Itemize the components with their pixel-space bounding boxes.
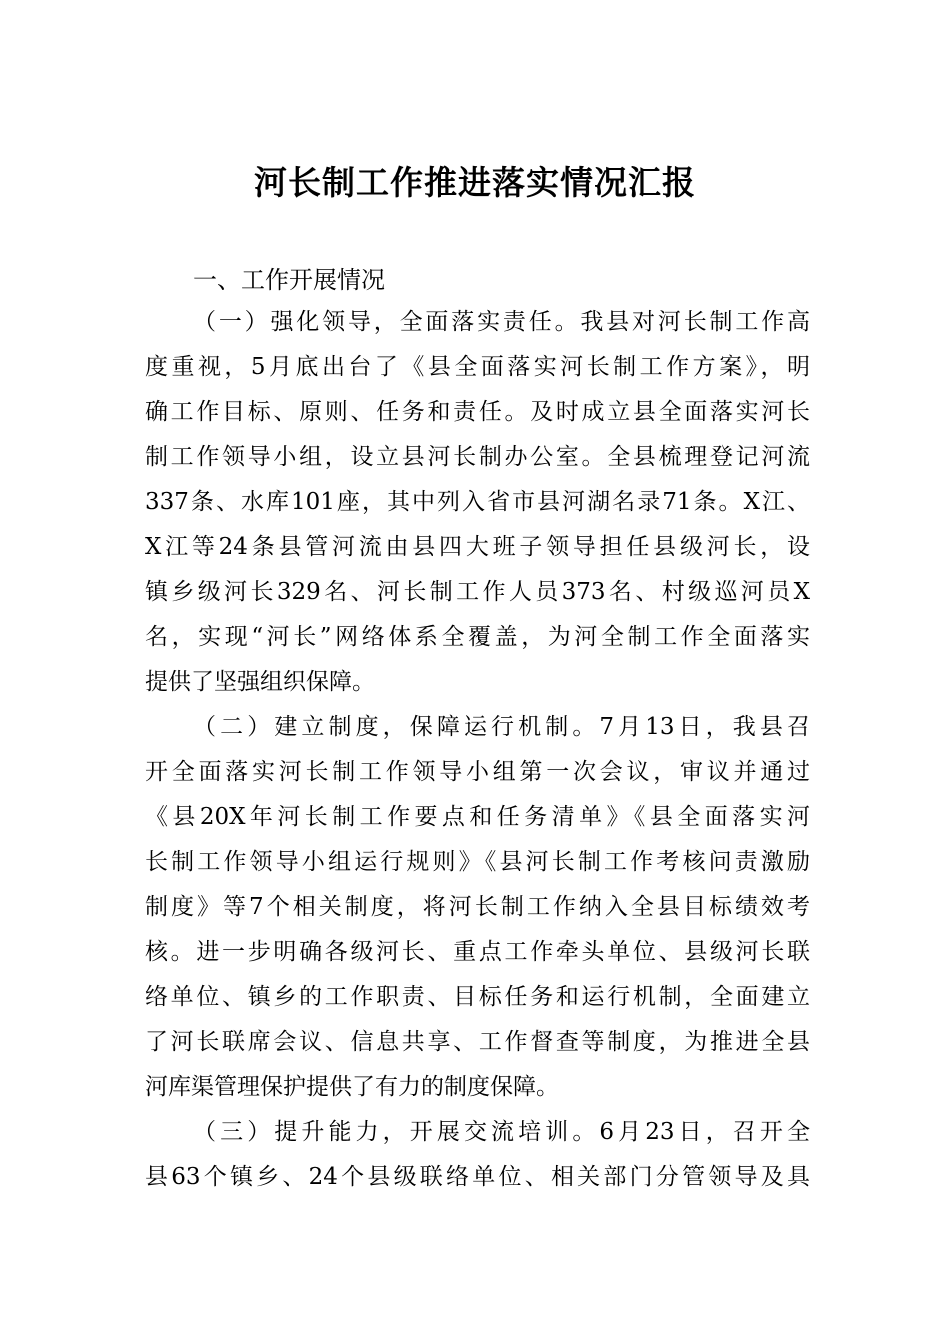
paragraph-line: 核。进一步明确各级河长、重点工作牵头单位、县级河长联 bbox=[145, 939, 810, 965]
paragraph-line: 开全面落实河长制工作领导小组第一次会议，审议并通过 bbox=[145, 759, 810, 785]
paragraph-line: 镇乡级河长329名、河长制工作人员373名、村级巡河员X bbox=[145, 579, 810, 605]
paragraph-line: 度重视，5月底出台了《县全面落实河长制工作方案》，明 bbox=[145, 354, 810, 380]
paragraph-line: 河库渠管理保护提供了有力的制度保障。 bbox=[145, 1074, 559, 1100]
paragraph-line: （三）提升能力，开展交流培训。6月23日，召开全 bbox=[193, 1119, 810, 1145]
paragraph-line: 制工作领导小组，设立县河长制办公室。全县梳理登记河流 bbox=[145, 444, 810, 470]
paragraph-line: 名，实现“河长”网络体系全覆盖，为河全制工作全面落实 bbox=[145, 624, 810, 650]
paragraph-line: X江等24条县管河流由县四大班子领导担任县级河长，设 bbox=[145, 534, 810, 560]
paragraph-line: 提供了坚强组织保障。 bbox=[145, 669, 375, 695]
document-title: 河长制工作推进落实情况汇报 bbox=[254, 163, 696, 202]
document-body bbox=[145, 300, 810, 1200]
paragraph-line: 了河长联席会议、信息共享、工作督查等制度，为推进全县 bbox=[145, 1029, 810, 1055]
section-heading: 一、工作开展情况 bbox=[193, 266, 385, 294]
paragraph-line: 337条、水库101座，其中列入省市县河湖名录71条。X江、 bbox=[145, 489, 810, 515]
paragraph-line: 长制工作领导小组运行规则》《县河长制工作考核问责激励 bbox=[145, 849, 810, 875]
paragraph-line: （一）强化领导，全面落实责任。我县对河长制工作高 bbox=[193, 309, 810, 335]
paragraph-line: 制度》等7个相关制度，将河长制工作纳入全县目标绩效考 bbox=[145, 894, 810, 920]
paragraph-line: 络单位、镇乡的工作职责、目标任务和运行机制，全面建立 bbox=[145, 984, 810, 1010]
paragraph-line: 《县20X年河长制工作要点和任务清单》《县全面落实河 bbox=[145, 804, 810, 830]
paragraph-line: 县63个镇乡、24个县级联络单位、相关部门分管领导及具 bbox=[145, 1164, 810, 1190]
paragraph-line: （二）建立制度，保障运行机制。7月13日，我县召 bbox=[193, 714, 810, 740]
paragraph-line: 确工作目标、原则、任务和责任。及时成立县全面落实河长 bbox=[145, 399, 810, 425]
